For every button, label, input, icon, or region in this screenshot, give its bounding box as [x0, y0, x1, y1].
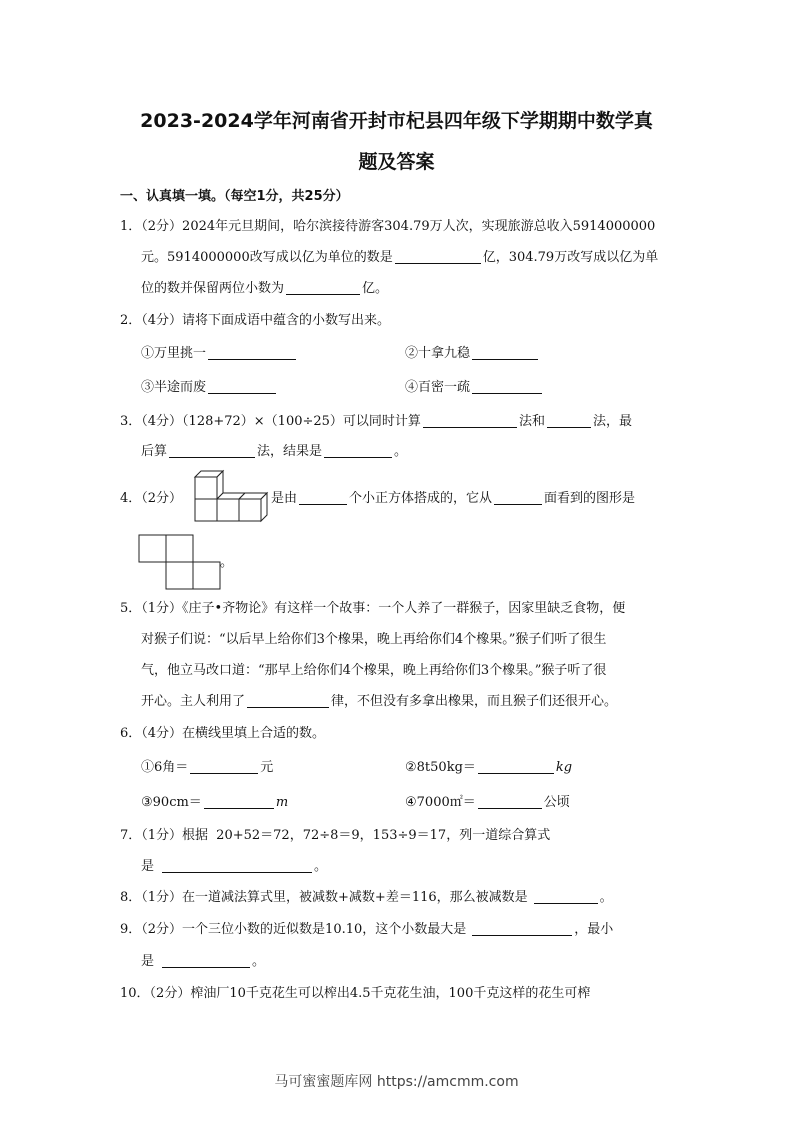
- q6-item3: ③90cm＝ m: [141, 795, 289, 810]
- q1-blank1[interactable]: [395, 249, 481, 264]
- q6-item1: ①6角＝ 元: [141, 760, 274, 775]
- q7-line1: 7．（1分）根据 20+52＝72，72÷8＝9，153÷9＝17，列一道综合算式: [120, 828, 551, 843]
- q8-blank[interactable]: [534, 889, 598, 904]
- q1-line3: 位的数并保留两位小数为 亿。: [141, 281, 389, 296]
- cube-stack-figure: [193, 469, 271, 525]
- q5-line2: 对猴子们说：“以后早上给你们3个橡果，晚上再给你们4个橡果。”猴子们听了很生: [141, 632, 607, 647]
- q6-blank3[interactable]: [204, 794, 274, 809]
- q6-item2: ②8t50kg＝ kg: [405, 760, 573, 775]
- q5-line1: 5．（1分）《庄子•齐物论》有这样一个故事：一个人养了一群猴子，因家里缺乏食物，便: [120, 601, 626, 616]
- q3-line1: 3．（4分）（128+72）×（100÷25）可以同时计算 法和 法，最: [120, 414, 632, 429]
- q6-blank4[interactable]: [478, 794, 542, 809]
- q7-blank[interactable]: [162, 858, 312, 873]
- q2-blank1[interactable]: [208, 345, 296, 360]
- q5-blank[interactable]: [247, 693, 329, 708]
- q1-blank2[interactable]: [286, 280, 360, 295]
- q7-line2: 是 。: [141, 859, 328, 874]
- q3-blank3[interactable]: [169, 443, 255, 458]
- q9-blank1[interactable]: [472, 921, 572, 936]
- q1-line2: 元。5914000000改写成以亿为单位的数是 亿，304.79万改写成以亿为单: [141, 250, 659, 265]
- q2-item4: ④百密一疏: [405, 379, 544, 397]
- q6-item4: ④7000㎡＝ 公顷: [405, 795, 570, 810]
- q2-item2: ②十拿九稳: [405, 345, 540, 363]
- q3-blank2[interactable]: [547, 413, 591, 428]
- q10-line1: 10．（2分）榨油厂10千克花生可以榨出4.5千克花生油，100千克这样的花生可榨: [120, 986, 591, 1001]
- q3-blank1[interactable]: [423, 413, 517, 428]
- q6-blank1[interactable]: [190, 759, 258, 774]
- doc-title-line2: 题及答案: [358, 151, 435, 173]
- q8-line1: 8．（1分）在一道减法算式里，被减数+减数+差＝116，那么被减数是 。: [120, 890, 613, 905]
- q2-item3: ③半途而废: [141, 379, 278, 397]
- doc-title-line1: 2023-2024学年河南省开封市杞县四年级下学期期中数学真: [140, 110, 653, 132]
- q9-blank2[interactable]: [162, 953, 250, 968]
- section-heading: 一、认真填一填。（每空1分，共25分）: [120, 189, 349, 204]
- view-figure: [138, 534, 222, 590]
- q2-blank3[interactable]: [208, 379, 276, 394]
- q9-line1: 9．（2分）一个三位小数的近似数是10.10，这个小数最大是 ，最小: [120, 922, 614, 937]
- q2-line1: 2．（4分）请将下面成语中蕴含的小数写出来。: [120, 313, 391, 328]
- q5-line4: 开心。主人利用了 律，不但没有多拿出橡果，而且猴子们还很开心。: [141, 694, 618, 709]
- q9-line2: 是 。: [141, 954, 266, 969]
- q2-blank2[interactable]: [472, 345, 538, 360]
- q4-line1: 是由 个小正方体搭成的，它从 面看到的图形是: [271, 491, 636, 506]
- footer-watermark: 马可蜜蜜题库网 https://amcmm.com: [274, 1074, 519, 1090]
- q2-item1: ①万里挑一: [141, 345, 298, 363]
- q3-line2: 后算 法，结果是 。: [141, 444, 408, 459]
- q1-line1: 1．（2分）2024年元旦期间，哈尔滨接待游客304.79万人次，实现旅游总收入5914000000: [120, 219, 656, 234]
- q3-blank4[interactable]: [324, 443, 392, 458]
- q4-blank2[interactable]: [494, 490, 542, 505]
- q5-line3: 气，他立马改口道：“那早上给你们4个橡果，晚上再给你们3个橡果。”猴子听了很: [141, 663, 607, 678]
- q6-blank2[interactable]: [478, 759, 554, 774]
- q2-blank4[interactable]: [472, 379, 542, 394]
- q4-end: 。: [220, 555, 234, 570]
- q6-line1: 6．（4分）在横线里填上合适的数。: [120, 726, 326, 741]
- q4-label: 4．（2分）: [120, 491, 183, 506]
- q4-blank1[interactable]: [299, 490, 347, 505]
